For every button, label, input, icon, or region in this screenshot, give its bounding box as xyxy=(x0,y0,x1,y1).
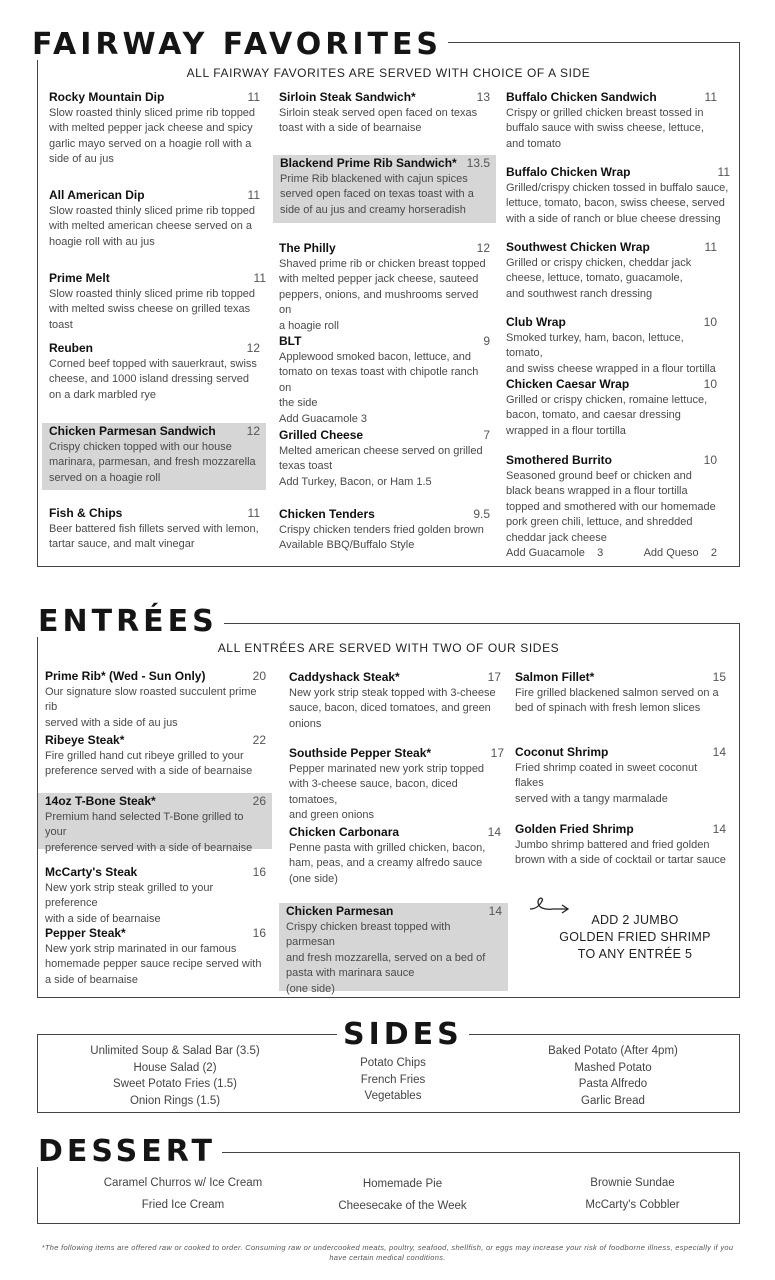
dessert-title: DESSERT xyxy=(32,1137,222,1167)
item-price: 11 xyxy=(704,90,717,104)
item-name: Fish & Chips xyxy=(49,506,123,520)
item-price: 15 xyxy=(712,670,726,684)
menu-item-club-wrap xyxy=(499,314,723,380)
item-name: Southside Pepper Steak* xyxy=(289,746,432,760)
side-item: Pasta Alfredo xyxy=(578,1078,648,1090)
dessert-item: Homemade Pie xyxy=(362,1178,443,1190)
entrees-title: ENTRÉES xyxy=(32,607,224,637)
sides-column-3 xyxy=(518,1043,708,1109)
entree-ribeye-steak xyxy=(38,732,272,783)
item-name: Golden Fried Shrimp xyxy=(515,822,634,836)
side-item: Garlic Bread xyxy=(581,1094,645,1107)
entree-golden-fried-shrimp xyxy=(508,821,732,872)
dessert-column-2 xyxy=(320,1173,485,1217)
item-description: Grilled/crispy chicken tossed in buffalo sauce, lettuce, tomato, bacon, swiss cheese, served with a side of ranch or blue cheese dressing xyxy=(506,181,729,225)
entree-pepper-steak xyxy=(38,925,272,991)
item-price: 9 xyxy=(483,334,490,348)
item-description: Fried shrimp coated in sweet coconut flakes served with a tangy marmalade xyxy=(515,761,698,805)
item-price: 14 xyxy=(487,825,501,839)
side-item: Potato Chips xyxy=(360,1057,426,1069)
item-description: Prime Rib blackened with cajun spices served open faced on texas toast with a side of au jus and creamy horseradish xyxy=(280,172,474,216)
fairway-favorites-title: FAIRWAY FAVORITES xyxy=(26,30,448,60)
fairway-favorites-subtitle: ALL FAIRWAY FAVORITES ARE SERVED WITH CHOICE OF A SIDE xyxy=(186,66,591,80)
menu-item-chicken-tenders xyxy=(272,506,496,557)
menu-item-buffalo-chicken-wrap xyxy=(499,164,737,230)
menu-item-blt xyxy=(272,333,496,430)
raw-food-disclaimer: *The following items are offered raw or cooked to order. Consuming raw or undercooked meats, poultry, seafood, shellfish, or eggs may increase your risk of foodborne illness, especially if you have certain medical conditions. xyxy=(41,1243,734,1262)
item-price: 17 xyxy=(490,746,504,760)
item-description: Melted american cheese served on grilled texas toast Add Turkey, Bacon, or Ham 1.5 xyxy=(279,444,483,488)
item-name: Coconut Shrimp xyxy=(515,745,609,759)
item-name: Prime Melt xyxy=(49,271,110,285)
item-name: Chicken Caesar Wrap xyxy=(506,377,630,391)
item-description: Fire grilled hand cut ribeye grilled to your preference served with a side of bearnaise xyxy=(45,749,253,777)
item-price: 16 xyxy=(252,926,266,940)
item-description: Fire grilled blackened salmon served on a bed of spinach with fresh lemon slices xyxy=(515,686,719,714)
menu-item-buffalo-chicken-sandwich xyxy=(499,89,723,155)
item-description: Jumbo shrimp battered and fried golden brown with a side of cocktail or tartar sauce xyxy=(515,838,726,866)
item-price: 16 xyxy=(252,865,266,879)
item-name: Prime Rib* (Wed - Sun Only) xyxy=(45,669,206,683)
menu-item-grilled-cheese xyxy=(272,427,496,493)
item-description: Slow roasted thinly sliced prime rib topped with melted american cheese served on a hoagie roll with au jus xyxy=(49,204,256,248)
entree-t-bone-steak xyxy=(38,793,272,854)
item-description: Grilled or crispy chicken, cheddar jack cheese, lettuce, tomato, guacamole, and southwest ranch dressing xyxy=(506,256,692,300)
item-description: Crispy chicken breast topped with parmesan and fresh mozzarella, served on a bed of pasta with marinara sauce (one side) xyxy=(286,920,486,995)
item-price: 20 xyxy=(252,669,266,683)
menu-item-rocky-mountain-dip xyxy=(42,89,266,171)
item-description: New york strip steak grilled to your preference with a side of bearnaise xyxy=(45,881,214,925)
item-description: Grilled or crispy chicken, romaine lettuce, bacon, tomato, and caesar dressing wrapped in a flour tortilla xyxy=(506,393,708,437)
side-item: Sweet Potato Fries (1.5) xyxy=(113,1078,237,1090)
entree-chicken-carbonara xyxy=(282,824,507,890)
menu-item-smothered-burrito xyxy=(499,452,723,565)
item-price: 12 xyxy=(246,341,260,355)
addon-guacamole-price: 3 xyxy=(597,547,604,559)
sides-title: SIDES xyxy=(337,1020,469,1050)
item-price: 11 xyxy=(704,240,717,254)
item-price: 13 xyxy=(476,90,490,104)
item-name: 14oz T-Bone Steak* xyxy=(45,794,156,808)
item-name: Rocky Mountain Dip xyxy=(49,90,165,104)
dessert-item: McCarty's Cobbler xyxy=(585,1199,680,1211)
item-name: Salmon Fillet* xyxy=(515,670,595,684)
entree-chicken-parmesan xyxy=(279,903,508,995)
side-item: Mashed Potato xyxy=(574,1061,652,1074)
item-description: Crispy or grilled chicken breast tossed in buffalo sauce with swiss cheese, lettuce, and tomato xyxy=(506,106,704,150)
item-description: New york strip steak topped with 3-cheese sauce, bacon, diced tomatoes, and green onions xyxy=(289,686,496,730)
menu-item-chicken-caesar-wrap xyxy=(499,376,723,442)
item-name: BLT xyxy=(279,334,302,348)
dessert-item: Brownie Sundae xyxy=(590,1177,675,1189)
addon-queso-price: 2 xyxy=(710,547,717,559)
item-name: Southwest Chicken Wrap xyxy=(506,240,650,254)
item-description: Applewood smoked bacon, lettuce, and tomato on texas toast with chipotle ranch on the side Add Guacamole 3 xyxy=(279,350,479,425)
item-description: Penne pasta with grilled chicken, bacon, ham, peas, and a creamy alfredo sauce (one side) xyxy=(289,841,486,885)
item-name: The Philly xyxy=(279,241,336,255)
entree-caddyshack-steak xyxy=(282,669,507,735)
menu-item-reuben xyxy=(42,340,266,406)
entree-salmon-fillet xyxy=(508,669,732,720)
item-description: Slow roasted thinly sliced prime rib topped with melted pepper jack cheese and spicy garlic mayo served on a hoagie roll with a side of au jus xyxy=(49,106,256,165)
item-price: 13.5 xyxy=(466,156,490,170)
item-price: 12 xyxy=(476,241,490,255)
item-price: 9.5 xyxy=(473,507,490,521)
item-name: Reuben xyxy=(49,341,94,355)
entree-mccartys-steak xyxy=(38,864,272,930)
item-price: 26 xyxy=(252,794,266,808)
menu-item-sirloin-steak-sandwich xyxy=(272,89,496,140)
side-item: French Fries xyxy=(360,1073,426,1086)
item-description: Crispy chicken tenders fried golden brown Available BBQ/Buffalo Style xyxy=(279,523,484,551)
item-price: 14 xyxy=(488,904,502,918)
dessert-column-3 xyxy=(560,1172,705,1216)
item-name: Caddyshack Steak* xyxy=(289,670,400,684)
menu-item-chicken-parmesan-sandwich xyxy=(42,423,266,490)
item-description: Shaved prime rib or chicken breast topped with melted pepper jack cheese, sauteed peppers, onions, and mushrooms served on a hoagie roll xyxy=(279,257,486,332)
item-description: New york strip marinated in our famous homemade pepper sauce recipe served with a side of bearnaise xyxy=(45,942,262,986)
sides-column-1 xyxy=(70,1043,280,1109)
side-item: Unlimited Soup & Salad Bar (3.5) xyxy=(90,1045,260,1057)
menu-item-prime-melt xyxy=(42,270,272,336)
menu-item-southwest-chicken-wrap xyxy=(499,239,723,305)
item-name: Club Wrap xyxy=(506,315,566,329)
menu-item-blackend-prime-rib-sandwich xyxy=(273,155,496,223)
item-description: Premium hand selected T-Bone grilled to your preference served with a side of bearnaise xyxy=(45,810,253,854)
burrito-addons xyxy=(506,546,717,562)
item-name: Ribeye Steak* xyxy=(45,733,125,747)
dessert-column-1 xyxy=(88,1172,278,1216)
item-price: 11 xyxy=(247,188,260,202)
item-name: Smothered Burrito xyxy=(506,453,613,467)
item-price: 7 xyxy=(483,428,490,442)
entree-coconut-shrimp xyxy=(508,744,732,810)
item-price: 10 xyxy=(703,315,717,329)
item-price: 14 xyxy=(712,822,726,836)
item-description: Beer battered fish fillets served with lemon, tartar sauce, and malt vinegar xyxy=(49,522,259,550)
item-description: Crispy chicken topped with our house marinara, parmesan, and fresh mozzarella served on a hoagie roll xyxy=(49,440,256,484)
side-item: Baked Potato (After 4pm) xyxy=(548,1045,678,1057)
sides-column-2 xyxy=(318,1055,468,1105)
item-price: 11 xyxy=(247,90,260,104)
item-name: Chicken Carbonara xyxy=(289,825,400,839)
item-name: Chicken Parmesan Sandwich xyxy=(49,424,216,438)
dessert-item: Fried Ice Cream xyxy=(141,1199,225,1211)
item-description: Smoked turkey, ham, bacon, lettuce, tomato, and swiss cheese wrapped in a flour tortilla xyxy=(506,331,716,375)
item-name: Sirloin Steak Sandwich* xyxy=(279,90,416,104)
item-name: All American Dip xyxy=(49,188,145,202)
add-shrimp-note: ADD 2 JUMBO GOLDEN FRIED SHRIMP TO ANY ENTRÉE 5 xyxy=(559,913,711,961)
item-price: 12 xyxy=(246,424,260,438)
dessert-item: Cheesecake of the Week xyxy=(338,1200,467,1212)
item-name: Blackend Prime Rib Sandwich* xyxy=(280,156,457,170)
item-price: 17 xyxy=(487,670,501,684)
item-description: Seasoned ground beef or chicken and black beans wrapped in a flour tortilla topped and smothered with our homemade pork green chili, lettuce, and shredded cheddar jack cheese xyxy=(506,469,716,544)
item-price: 10 xyxy=(703,377,717,391)
item-price: 14 xyxy=(712,745,726,759)
item-price: 10 xyxy=(703,453,717,467)
entrees-subtitle: ALL ENTRÉES ARE SERVED WITH TWO OF OUR SIDES xyxy=(217,641,560,655)
item-name: Chicken Parmesan xyxy=(286,904,394,918)
item-name: Buffalo Chicken Wrap xyxy=(506,165,631,179)
item-name: Chicken Tenders xyxy=(279,507,375,521)
menu-item-the-philly xyxy=(272,240,496,337)
item-description: Our signature slow roasted succulent prime rib served with a side of au jus xyxy=(45,685,257,729)
addon-guacamole-label: Add Guacamole xyxy=(506,547,585,559)
dessert-item: Caramel Churros w/ Ice Cream xyxy=(103,1177,263,1189)
menu-item-fish-and-chips xyxy=(42,505,266,556)
item-description: Slow roasted thinly sliced prime rib topped with melted swiss cheese on grilled texas toast xyxy=(49,287,256,331)
side-item: Onion Rings (1.5) xyxy=(129,1094,221,1107)
item-name: McCarty's Steak xyxy=(45,865,138,879)
item-name: Grilled Cheese xyxy=(279,428,364,442)
item-name: Pepper Steak* xyxy=(45,926,126,940)
item-price: 11 xyxy=(253,271,266,285)
item-price: 11 xyxy=(247,506,260,520)
item-description: Corned beef topped with sauerkraut, swiss cheese, and 1000 island dressing served on a dark marbled rye xyxy=(49,357,257,401)
item-description: Sirloin steak served open faced on texas toast with a side of bearnaise xyxy=(279,106,478,134)
side-item: Vegetables xyxy=(364,1090,422,1102)
addon-queso-label: Add Queso xyxy=(643,547,699,559)
item-description: Pepper marinated new york strip topped with 3-cheese sauce, bacon, diced tomatoes, and green onions xyxy=(289,762,485,821)
item-price: 11 xyxy=(717,165,730,179)
entree-prime-rib xyxy=(38,668,272,734)
menu-item-all-american-dip xyxy=(42,187,266,253)
item-price: 22 xyxy=(252,733,266,747)
side-item: House Salad (2) xyxy=(133,1061,217,1074)
entree-southside-pepper-steak xyxy=(282,745,510,827)
item-name: Buffalo Chicken Sandwich xyxy=(506,90,657,104)
